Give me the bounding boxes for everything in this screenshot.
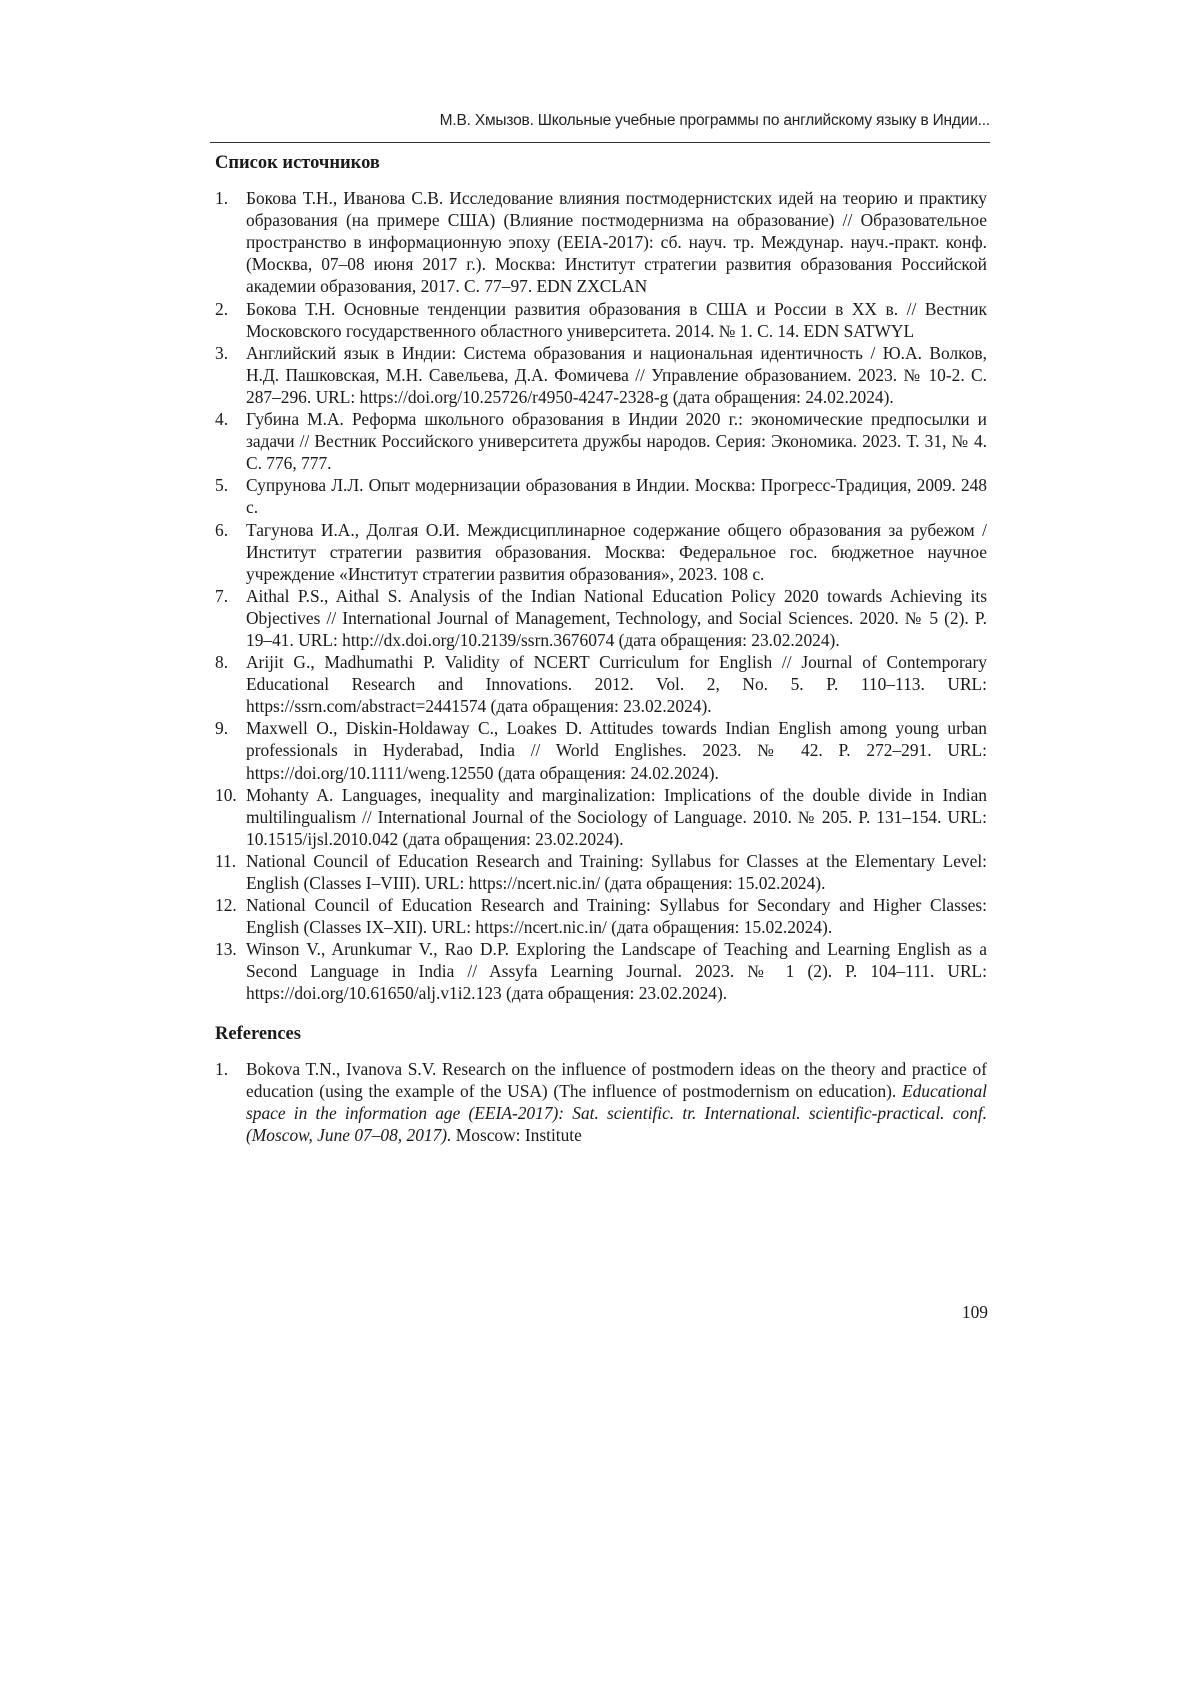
item-number: 11. <box>215 850 237 871</box>
list-item <box>215 894 987 938</box>
list-item <box>215 1058 987 1146</box>
list-item <box>215 717 987 783</box>
item-text <box>246 1058 987 1146</box>
item-text: Супрунова Л.Л. Опыт модернизации образования в Индии. Москва: Прогресс-Традиция, 2009. 248 с. <box>246 475 987 518</box>
item-number: 13. <box>215 939 237 960</box>
list-item <box>215 651 987 717</box>
running-head: М.В. Хмызов. Школьные учебные программы по английскому языку в Индии... <box>439 112 990 129</box>
item-text: Maxwell O., Diskin-Holdaway C., Loakes D. Attitudes towards Indian English among young urban professionals in Hyderabad, India // World Englishes. 2023. № 42. P. 272–291. URL: https://doi.org/10.1111/weng.12550 (дата обращения: 24.02.2024). <box>246 718 987 783</box>
item-text: Бокова Т.Н. Основные тенденции развития образования в США и России в XX в. // Вестник Московского государственного областного университета. 2014. № 1. С. 14. EDN SATWYL <box>246 298 987 341</box>
list-item <box>215 784 987 850</box>
item-number: 9. <box>215 718 229 739</box>
item-number: 5. <box>215 475 229 496</box>
item-number: 7. <box>215 585 229 606</box>
body-column <box>215 152 987 1146</box>
item-text: Arijit G., Madhumathi P. Validity of NCERT Curriculum for English // Journal of Contemporary Educational Research and Innovations. 2012. Vol. 2, No. 5. P. 110–113. URL: https://ssrn.com/abstract=2441574 (дата обращения: 23.02.2024). <box>246 652 987 717</box>
item-text: Губина М.А. Реформа школьного образования в Индии 2020 г.: экономические предпосылки и задачи // Вестник Российского университета дружбы народов. Серия: Экономика. 2023. Т. 31, № 4. С. 776, 777. <box>246 409 987 474</box>
item-text: Winson V., Arunkumar V., Rao D.P. Exploring the Landscape of Teaching and Learning English as a Second Language in India // Assyfa Learning Journal. 2023. № 1 (2). P. 104–111. URL: https://doi.org/10.61650/alj.v1i2.123 (дата обращения: 23.02.2024). <box>246 939 987 1004</box>
item-text: Бокова Т.Н., Иванова С.В. Исследование влияния постмодернистских идей на теорию и практику образования (на примере США) (Влияние постмодернизма на образование) // Образовательное пространство в информационную эпоху (EEIA-2017): сб. науч. тр. Междунар. науч.-практ. конф. (Москва, 07–08 июня 2017 г.). Москва: Институт стратегии развития образования Российской академии образования, 2017. С. 77–97. EDN ZXCLAN <box>246 188 987 297</box>
list-item <box>215 474 987 518</box>
item-number: 2. <box>215 298 229 319</box>
item-text: Английский язык в Индии: Система образования и национальная идентичность / Ю.А. Волков, Н.Д. Пашковская, М.Н. Савельева, Д.А. Фомичева // Управление образованием. 2023. № 10-2. С. 287–296. URL: https://doi.org/10.25726/r4950-4247-2328-g (дата обращения: 24.02.2024). <box>246 342 987 407</box>
page-number: 109 <box>961 1302 988 1322</box>
item-text: National Council of Education Research and Training: Syllabus for Secondary and Higher Classes: English (Classes IX–XII). URL: https://ncert.nic.in/ (дата обращения: 15.02.2024). <box>246 895 987 938</box>
item-number: 1. <box>215 188 229 209</box>
item-text-tail: Moscow: Institute <box>451 1124 582 1145</box>
item-text-lead: Bokova T.N., Ivanova S.V. Research on the influence of postmodern ideas on the theory and practice of education (using the example of the USA) (The influence of postmodernism on education). <box>246 1058 987 1101</box>
sources-list <box>215 187 987 1004</box>
list-item <box>215 298 987 342</box>
list-item <box>215 342 987 408</box>
references-heading: References <box>215 1023 301 1044</box>
list-item <box>215 187 987 297</box>
item-text: Mohanty A. Languages, inequality and marginalization: Implications of the double divide in Indian multilingualism // International Journal of the Sociology of Language. 2010. № 205. P. 131–154. URL: 10.1515/ijsl.2010.042 (дата обращения: 23.02.2024). <box>246 784 987 849</box>
sources-heading: Список источников <box>215 153 380 173</box>
header-rule <box>210 142 990 143</box>
list-item <box>215 408 987 474</box>
item-number: 4. <box>215 409 229 430</box>
references-list <box>215 1058 987 1146</box>
item-number: 1. <box>215 1058 229 1079</box>
item-text-italic: Educational space in the information age (EEIA-2017): Sat. scientific. tr. International. scientific-practical. conf. (Moscow, June 07–08, 2017). <box>246 1080 987 1145</box>
list-item <box>215 850 987 894</box>
list-item <box>215 519 987 585</box>
item-number: 8. <box>215 652 229 673</box>
item-text: Тагунова И.А., Долгая О.И. Междисциплинарное содержание общего образования за рубежом / Институт стратегии развития образования. Москва: Федеральное гос. бюджетное научное учреждение «Институт стратегии развития образования», 2023. 108 с. <box>246 519 987 584</box>
list-item <box>215 585 987 651</box>
item-text: Aithal P.S., Aithal S. Analysis of the Indian National Education Policy 2020 towards Achieving its Objectives // International Journal of Management, Technology, and Social Sciences. 2020. № 5 (2). P. 19–41. URL: http://dx.doi.org/10.2139/ssrn.3676074 (дата обращения: 23.02.2024). <box>246 585 987 650</box>
item-number: 10. <box>215 784 237 805</box>
list-item <box>215 938 987 1004</box>
item-number: 6. <box>215 519 229 540</box>
item-number: 12. <box>215 895 237 916</box>
item-number: 3. <box>215 342 229 363</box>
item-text: National Council of Education Research and Training: Syllabus for Classes at the Elementary Level: English (Classes I–VIII). URL: https://ncert.nic.in/ (дата обращения: 15.02.2024). <box>246 850 987 893</box>
